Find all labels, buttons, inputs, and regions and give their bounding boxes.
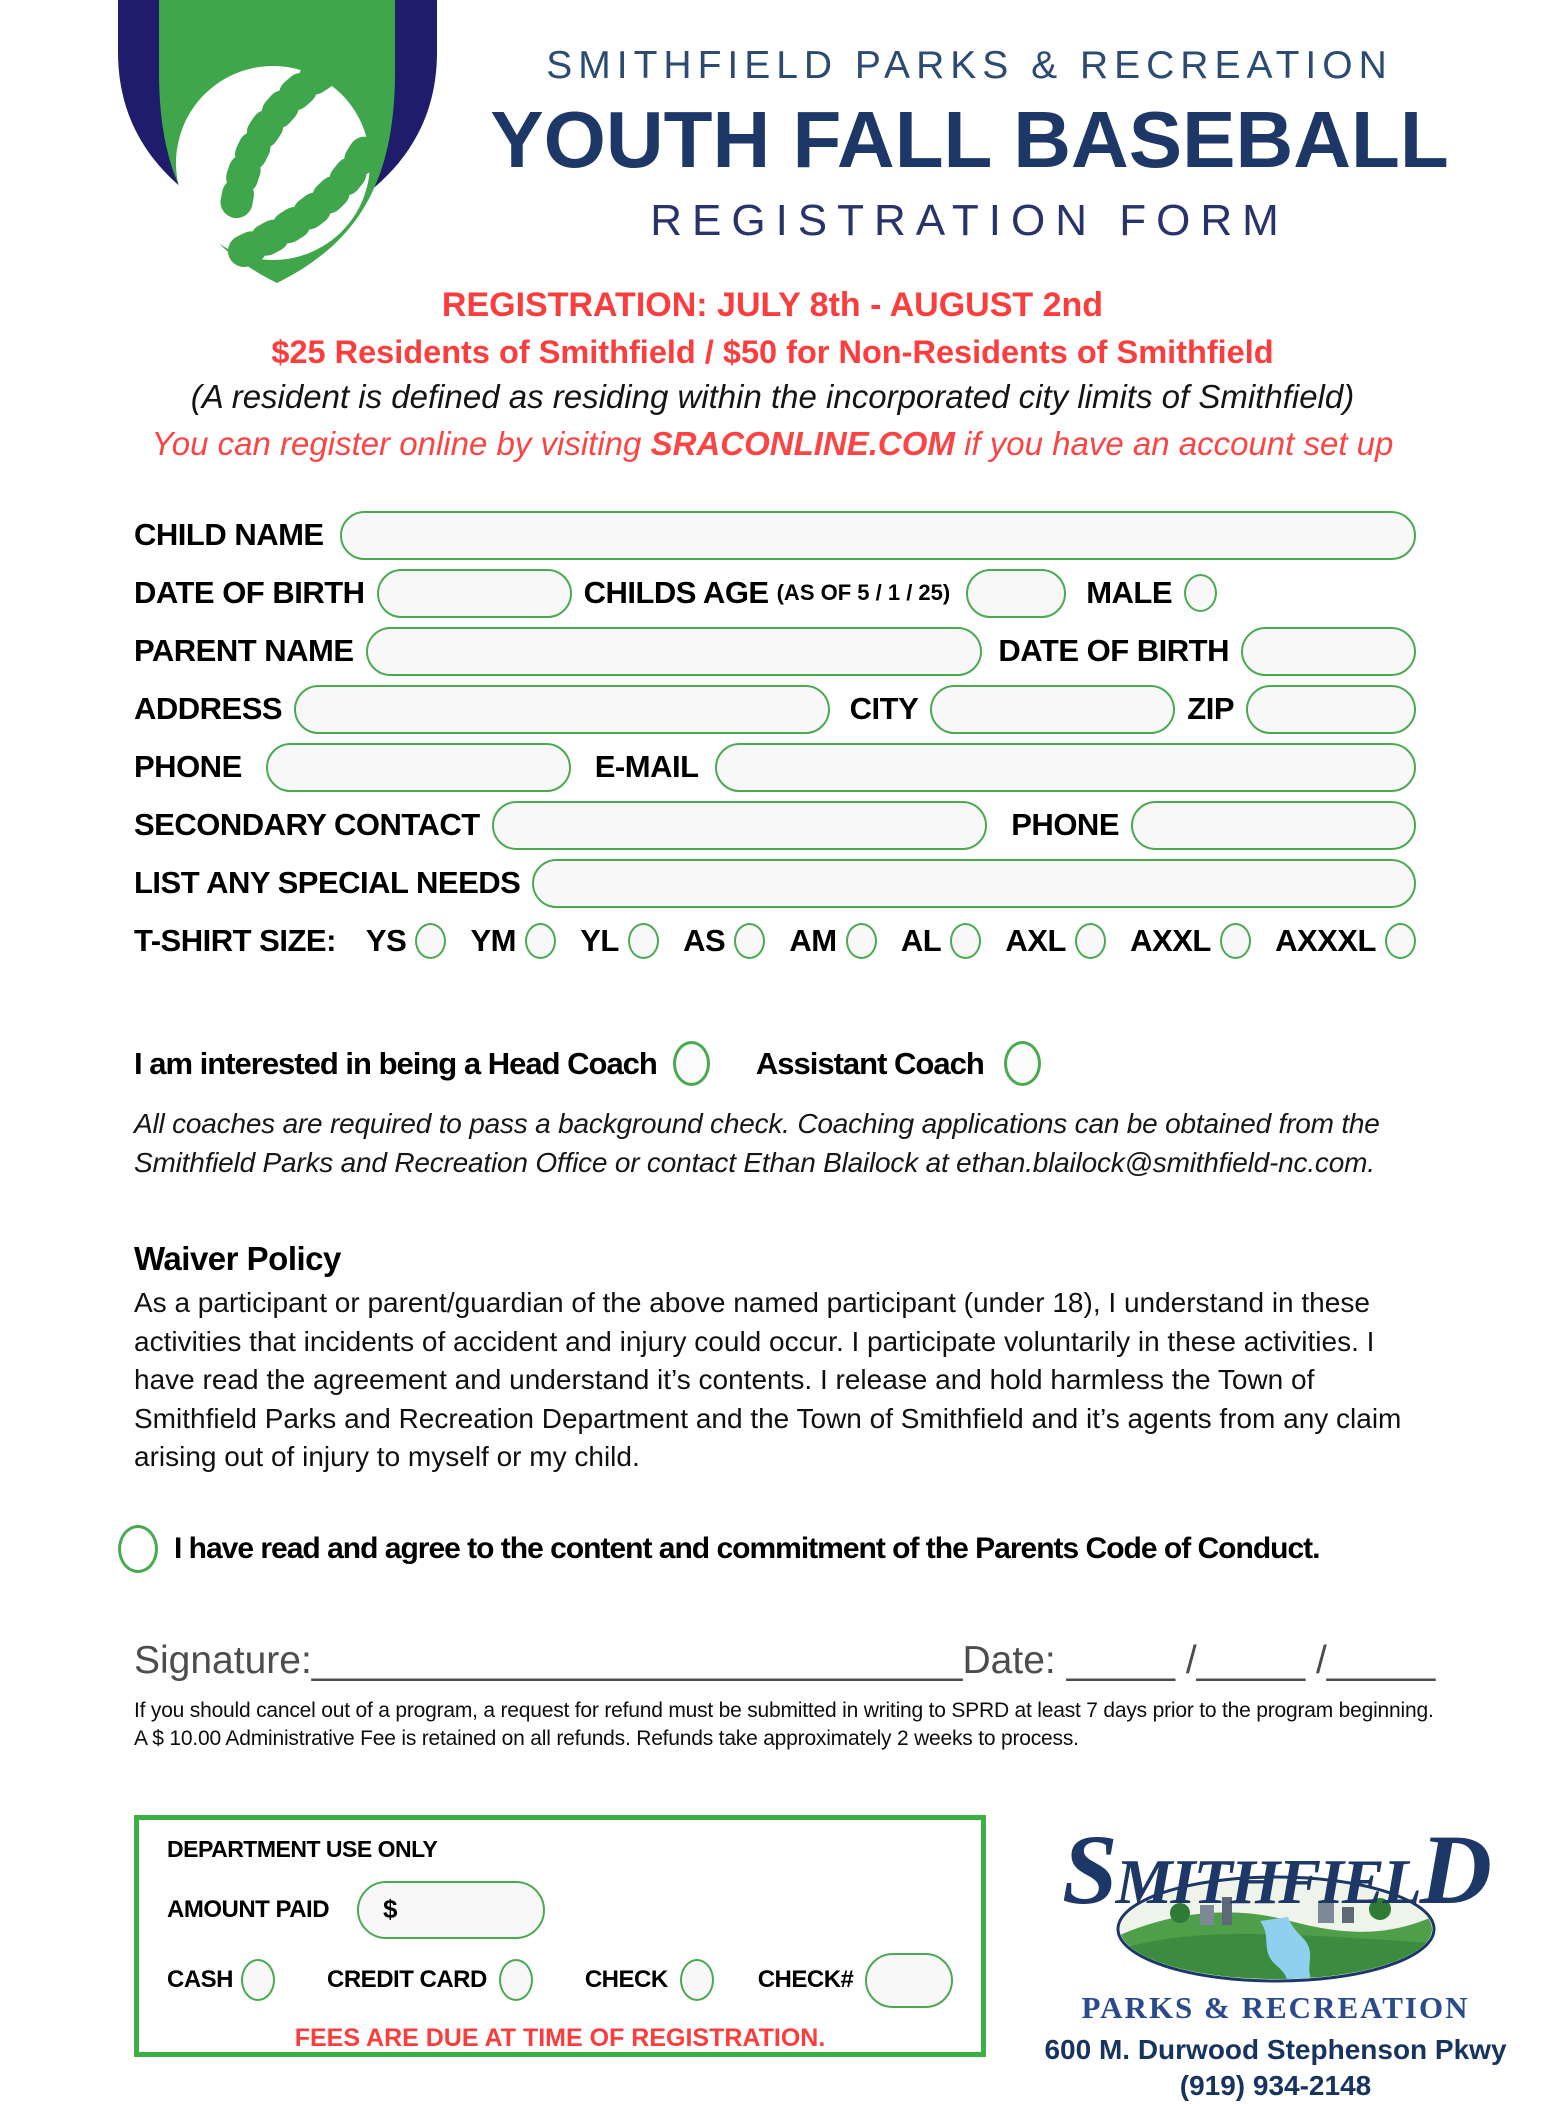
refund-note-line1: If you should cancel out of a program, a request for refund must be submitted in writing to SPRD at least 7 days prior to the program beginning.	[134, 1698, 1434, 1722]
tshirt-yl-checkbox[interactable]	[628, 923, 659, 959]
coach-note-line1: All coaches are required to pass a background check. Coaching applications can be obtained from the	[134, 1108, 1380, 1139]
date-field[interactable]	[963, 1639, 1436, 1683]
tshirt-axl-label: AXL	[1005, 923, 1066, 958]
secondary-phone-label: PHONE	[1011, 807, 1119, 842]
signature-row	[134, 1638, 1436, 1683]
check-checkbox[interactable]	[680, 1959, 714, 2001]
tshirt-option-ym	[470, 923, 556, 959]
tshirt-am-label: AM	[789, 923, 837, 958]
check-number-label: CHECK#	[757, 1966, 854, 1993]
online-registration-note	[0, 425, 1545, 463]
signature-label: Signature:	[134, 1638, 312, 1682]
age-as-of-label: (AS OF 5 / 1 / 25)	[776, 580, 951, 605]
code-of-conduct-checkbox[interactable]	[118, 1525, 158, 1573]
tshirt-option-as	[683, 923, 765, 959]
parent-name-row	[134, 625, 1416, 677]
child-name-input[interactable]	[340, 511, 1416, 560]
tshirt-axxxl-label: AXXXL	[1275, 923, 1376, 958]
page-subtitle: REGISTRATION FORM	[650, 196, 1289, 245]
tshirt-am-checkbox[interactable]	[846, 923, 877, 959]
footer-street: 600 M. Durwood Stephenson Pkwy	[1044, 2033, 1507, 2065]
dob-label: DATE OF BIRTH	[134, 575, 365, 610]
refund-policy-note	[134, 1697, 1545, 1753]
coach-note	[134, 1104, 1545, 1182]
cash-checkbox[interactable]	[241, 1959, 275, 2001]
dob-input[interactable]	[377, 569, 572, 618]
waiver-body: As a participant or parent/guardian of the above named participant (under 18), I understand in these activities that incidents of accident and injury could occur. I participate voluntarily in these activities. I have read the agreement and understand it’s contents. I release and hold harmless the Town of Smithfield Parks and Recreation Department and the Town of Smithfield and it’s agents from any claim arising out of injury to myself or my child.	[134, 1287, 1402, 1472]
check-label: CHECK	[584, 1966, 668, 1993]
intro-section	[0, 286, 1545, 463]
page-header	[0, 0, 1545, 286]
registration-dates: REGISTRATION: JULY 8th - AUGUST 2nd	[441, 286, 1104, 324]
resident-definition: (A resident is defined as residing within the incorporated city limits of Smithfield)	[190, 378, 1355, 415]
city-label: CITY	[849, 691, 919, 726]
baseball-pennant-logo-icon	[118, 0, 440, 284]
footer-logo-block	[1006, 1815, 1545, 2104]
smithfield-logo	[1050, 1817, 1502, 1989]
registration-website-link[interactable]: SRACONLINE.COM	[650, 425, 955, 462]
phone-input[interactable]	[266, 743, 571, 792]
bottom-section	[134, 1815, 1545, 2104]
cash-label: CASH	[167, 1966, 234, 1993]
secondary-contact-row	[134, 799, 1416, 851]
assistant-coach-checkbox[interactable]	[1004, 1041, 1041, 1086]
zip-label: ZIP	[1187, 691, 1234, 726]
zip-input[interactable]	[1246, 685, 1416, 734]
email-input[interactable]	[715, 743, 1416, 792]
address-input[interactable]	[294, 685, 830, 734]
parent-dob-input[interactable]	[1241, 627, 1416, 676]
special-needs-row	[134, 857, 1416, 909]
title-block	[440, 0, 1545, 246]
tshirt-ym-checkbox[interactable]	[525, 923, 556, 959]
assistant-coach-label: Assistant Coach	[755, 1045, 984, 1081]
email-label: E-MAIL	[594, 749, 699, 784]
amount-paid-row	[167, 1881, 953, 1939]
footer-address	[1006, 2032, 1545, 2104]
secondary-contact-input[interactable]	[492, 801, 988, 850]
parent-dob-label: DATE OF BIRTH	[998, 633, 1229, 668]
parent-name-input[interactable]	[366, 627, 983, 676]
credit-card-label: CREDIT CARD	[327, 1966, 487, 1993]
code-of-conduct-label: I have read and agree to the content and commitment of the Parents Code of Conduct.	[174, 1531, 1320, 1565]
tshirt-as-label: AS	[683, 923, 726, 958]
tshirt-axxl-label: AXXL	[1130, 923, 1211, 958]
amount-paid-input[interactable]	[357, 1881, 545, 1939]
tshirt-ym-label: YM	[470, 923, 516, 958]
amount-paid-label: AMOUNT PAID	[167, 1895, 330, 1923]
childs-age-label: CHILDS AGE	[583, 575, 769, 610]
tshirt-option-axl	[1005, 923, 1106, 959]
dob-age-row	[134, 567, 1416, 619]
child-name-label: CHILD NAME	[134, 517, 324, 552]
tshirt-option-axxl	[1130, 923, 1251, 959]
special-needs-input[interactable]	[532, 859, 1416, 908]
tshirt-yl-label: YL	[580, 923, 619, 958]
date-line[interactable]: _____ /_____ /_____	[1066, 1638, 1436, 1682]
signature-line[interactable]: ______________________________	[311, 1638, 963, 1682]
online-note-suffix: if you have an account set up	[954, 425, 1394, 462]
coach-note-line2: Smithfield Parks and Recreation Office or contact Ethan Blailock at ethan.blailock@smithfield-nc.com.	[134, 1147, 1375, 1178]
svg-text:SMITHFIELD: SMITHFIELD	[1061, 1816, 1490, 1925]
coach-interest-row	[134, 1041, 1545, 1086]
tshirt-option-am	[789, 923, 876, 959]
tshirt-size-label: T-SHIRT SIZE:	[134, 923, 336, 958]
tshirt-axl-checkbox[interactable]	[1075, 923, 1106, 959]
head-coach-label: I am interested in being a Head Coach	[134, 1045, 657, 1081]
org-name: SMITHFIELD PARKS & RECREATION	[546, 44, 1393, 87]
tshirt-option-al	[901, 923, 981, 959]
tshirt-option-yl	[580, 923, 659, 959]
phone-label: PHONE	[134, 749, 242, 784]
dollar-sign: $	[383, 1894, 398, 1924]
tshirt-size-options	[366, 923, 1416, 959]
fees-due-note: FEES ARE DUE AT TIME OF REGISTRATION.	[294, 2023, 826, 2052]
footer-org-name: PARKS & RECREATION	[1081, 1989, 1470, 2025]
tshirt-al-checkbox[interactable]	[950, 923, 981, 959]
credit-card-checkbox[interactable]	[499, 1959, 533, 2001]
childs-age-input[interactable]	[966, 569, 1066, 618]
code-of-conduct-row	[118, 1525, 1545, 1573]
address-label: ADDRESS	[134, 691, 283, 726]
department-use-title: DEPARTMENT USE ONLY	[167, 1835, 438, 1862]
secondary-phone-input[interactable]	[1131, 801, 1416, 850]
refund-note-line2: A $ 10.00 Administrative Fee is retained on all refunds. Refunds take approximately 2 weeks to process.	[134, 1726, 1079, 1750]
male-checkbox[interactable]	[1184, 574, 1217, 612]
head-coach-checkbox[interactable]	[673, 1041, 710, 1086]
tshirt-option-ys	[366, 923, 446, 959]
address-row	[134, 683, 1416, 735]
tshirt-al-label: AL	[900, 923, 942, 958]
check-number-input[interactable]	[865, 1953, 953, 2008]
secondary-contact-label: SECONDARY CONTACT	[134, 807, 480, 842]
date-label: Date:	[962, 1638, 1056, 1682]
phone-email-row	[134, 741, 1416, 793]
tshirt-axxl-checkbox[interactable]	[1220, 923, 1251, 959]
child-name-row	[134, 509, 1416, 561]
waiver-title: Waiver Policy	[134, 1240, 341, 1277]
special-needs-label: LIST ANY SPECIAL NEEDS	[134, 865, 521, 900]
waiver-section	[134, 1240, 1422, 1477]
signature-field[interactable]	[134, 1639, 963, 1683]
male-label: MALE	[1086, 575, 1173, 610]
page-title: YOUTH FALL BASEBALL	[490, 95, 1449, 184]
payment-method-row	[167, 1953, 953, 2008]
parent-name-label: PARENT NAME	[134, 633, 354, 668]
city-input[interactable]	[930, 685, 1175, 734]
online-note-prefix: You can register online by visiting	[151, 425, 651, 462]
registration-form	[134, 509, 1416, 967]
tshirt-as-checkbox[interactable]	[734, 923, 765, 959]
tshirt-axxxl-checkbox[interactable]	[1385, 923, 1416, 959]
footer-phone: (919) 934-2148	[1179, 2069, 1372, 2101]
tshirt-size-row	[134, 915, 1416, 967]
department-use-box	[134, 1815, 986, 2057]
fee-info: $25 Residents of Smithfield / $50 for Non-Residents of Smithfield	[271, 334, 1274, 370]
tshirt-option-axxxl	[1275, 923, 1416, 959]
tshirt-ys-checkbox[interactable]	[415, 923, 446, 959]
tshirt-ys-label: YS	[365, 923, 407, 958]
